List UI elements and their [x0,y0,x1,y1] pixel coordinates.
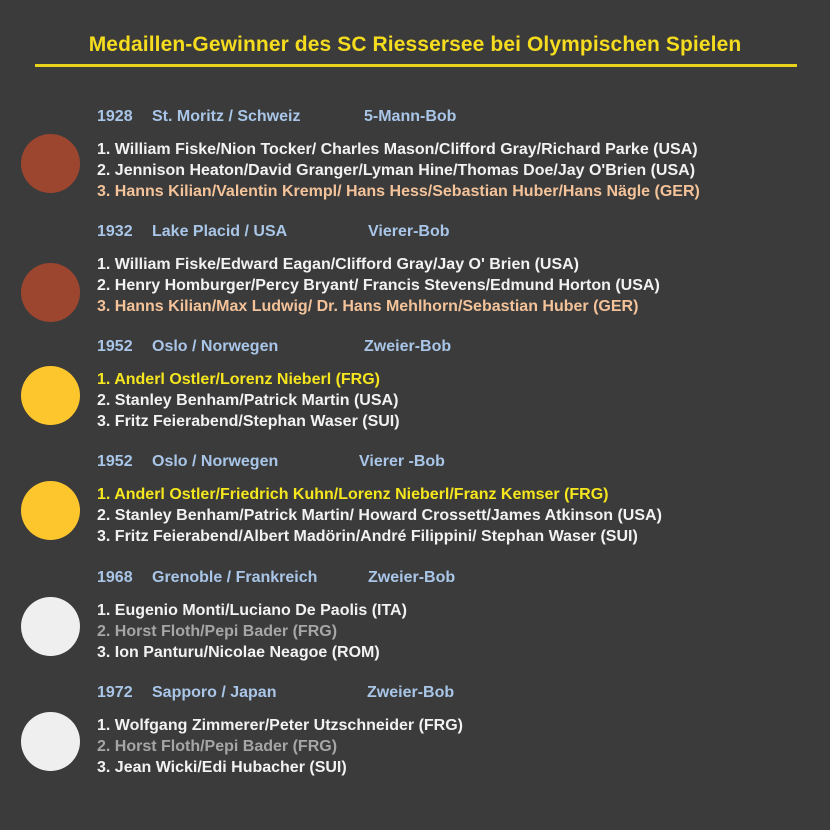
event-year: 1932 [97,223,133,240]
result-row: 3. Fritz Feierabend/Stephan Waser (SUI) [97,413,400,430]
event-discipline: Zweier-Bob [368,569,456,586]
results-list [97,715,463,778]
result-row: 2. Stanley Benham/Patrick Martin/ Howard Crossett/James Atkinson (USA) [97,507,662,524]
event-location: Oslo / Norwegen [152,453,279,470]
result-row: 3. Hanns Kilian/Valentin Krempl/ Hans Hess/Sebastian Huber/Hans Nägle (GER) [97,183,700,200]
event-discipline: Zweier-Bob [367,684,455,701]
gold-medal-icon [21,366,80,425]
medal-event [0,223,830,333]
bronze-medal-icon [21,263,80,322]
event-discipline: 5-Mann-Bob [364,108,457,125]
gold-medal-icon [21,481,80,540]
result-row: 1. Wolfgang Zimmerer/Peter Utzschneider (FRG) [97,717,463,734]
event-year: 1972 [97,684,133,701]
page-title: Medaillen-Gewinner des SC Riessersee bei Olympischen Spielen [88,33,742,56]
event-discipline: Zweier-Bob [364,338,452,355]
event-discipline: Vierer -Bob [359,453,445,470]
result-row: 3. Hanns Kilian/Max Ludwig/ Dr. Hans Mehlhorn/Sebastian Huber (GER) [97,298,639,315]
silver-medal-icon [21,597,80,656]
results-list [97,600,407,663]
event-location: Grenoble / Frankreich [152,569,318,586]
event-year: 1952 [97,338,133,355]
title-divider [35,64,797,67]
results-list [97,254,660,317]
event-location: Lake Placid / USA [152,223,288,240]
result-row: 2. Horst Floth/Pepi Bader (FRG) [97,738,338,755]
result-row: 3. Fritz Feierabend/Albert Madörin/André Filippini/ Stephan Waser (SUI) [97,528,638,545]
result-row: 2. Henry Homburger/Percy Bryant/ Francis Stevens/Edmund Horton (USA) [97,277,660,294]
bronze-medal-icon [21,134,80,193]
result-row: 1. William Fiske/Nion Tocker/ Charles Mason/Clifford Gray/Richard Parke (USA) [97,141,698,158]
event-location: Sapporo / Japan [152,684,277,701]
result-row: 2. Jennison Heaton/David Granger/Lyman Hine/Thomas Doe/Jay O'Brien (USA) [97,162,696,179]
result-row: 2. Horst Floth/Pepi Bader (FRG) [97,623,338,640]
result-row: 1. William Fiske/Edward Eagan/Clifford Gray/Jay O' Brien (USA) [97,256,580,273]
silver-medal-icon [21,712,80,771]
medal-event [0,338,830,448]
result-row: 1. Anderl Ostler/Friedrich Kuhn/Lorenz Nieberl/Franz Kemser (FRG) [97,486,609,503]
event-location: St. Moritz / Schweiz [152,108,301,125]
results-list [97,484,662,547]
result-row: 1. Eugenio Monti/Luciano De Paolis (ITA) [97,602,407,619]
medal-event [0,108,830,218]
medal-event [0,684,830,794]
result-row: 1. Anderl Ostler/Lorenz Nieberl (FRG) [97,371,381,388]
results-list [97,139,700,202]
medal-event [0,453,830,563]
result-row: 2. Stanley Benham/Patrick Martin (USA) [97,392,399,409]
result-row: 3. Ion Panturu/Nicolae Neagoe (ROM) [97,644,380,661]
event-year: 1928 [97,108,133,125]
event-location: Oslo / Norwegen [152,338,279,355]
medal-event [0,569,830,679]
results-list [97,369,400,432]
event-year: 1968 [97,569,133,586]
event-year: 1952 [97,453,133,470]
result-row: 3. Jean Wicki/Edi Hubacher (SUI) [97,759,347,776]
event-discipline: Vierer-Bob [368,223,450,240]
